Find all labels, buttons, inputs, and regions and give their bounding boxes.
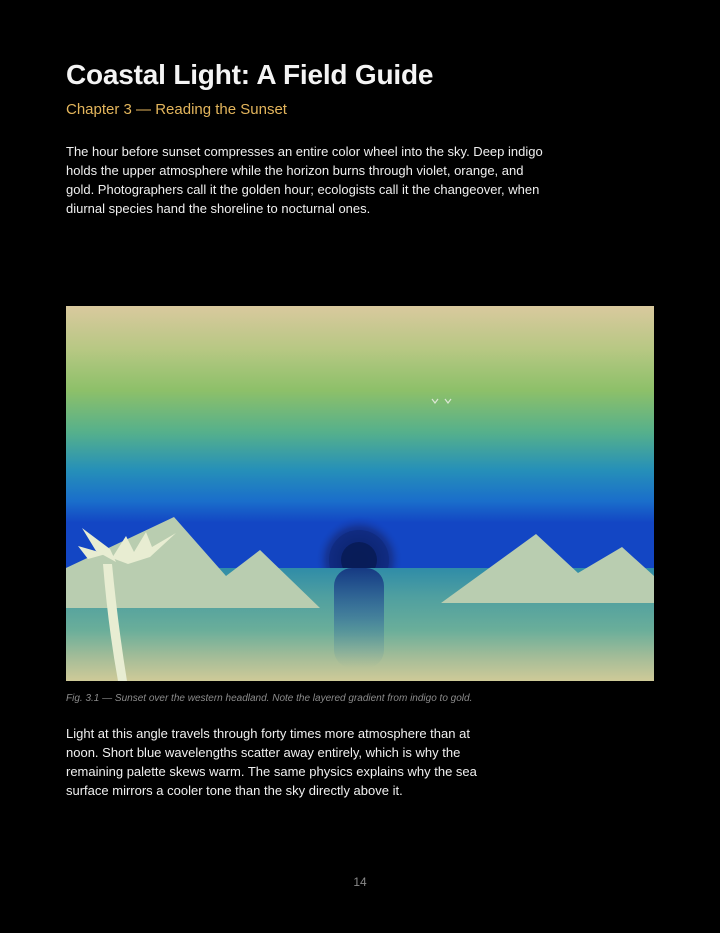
page-number: 14	[353, 875, 367, 889]
body-paragraph: Light at this angle travels through forty times more atmosphere than at noon. Short blue wavelengths scatter away entirely, which is why the remaining palette skews warm. The same physics explains why the sea surface mirrors a cooler tone than the sky directly above it.	[66, 726, 477, 798]
sun-reflection	[334, 568, 384, 668]
chapter-subtitle: Chapter 3 — Reading the Sunset	[66, 101, 287, 118]
sunset-figure	[66, 306, 654, 681]
page-title: Coastal Light: A Field Guide	[66, 59, 434, 90]
figure-caption: Fig. 3.1 — Sunset over the western headland. Note the layered gradient from indigo to gold.	[66, 693, 473, 704]
intro-paragraph: The hour before sunset compresses an entire color wheel into the sky. Deep indigo holds the upper atmosphere while the horizon burns through violet, orange, and gold. Photographers call it the golden hour; ecologists call it the changeover, when diurnal species hand the shoreline to nocturnal ones.	[66, 144, 543, 216]
sunset-illustration	[66, 306, 654, 681]
